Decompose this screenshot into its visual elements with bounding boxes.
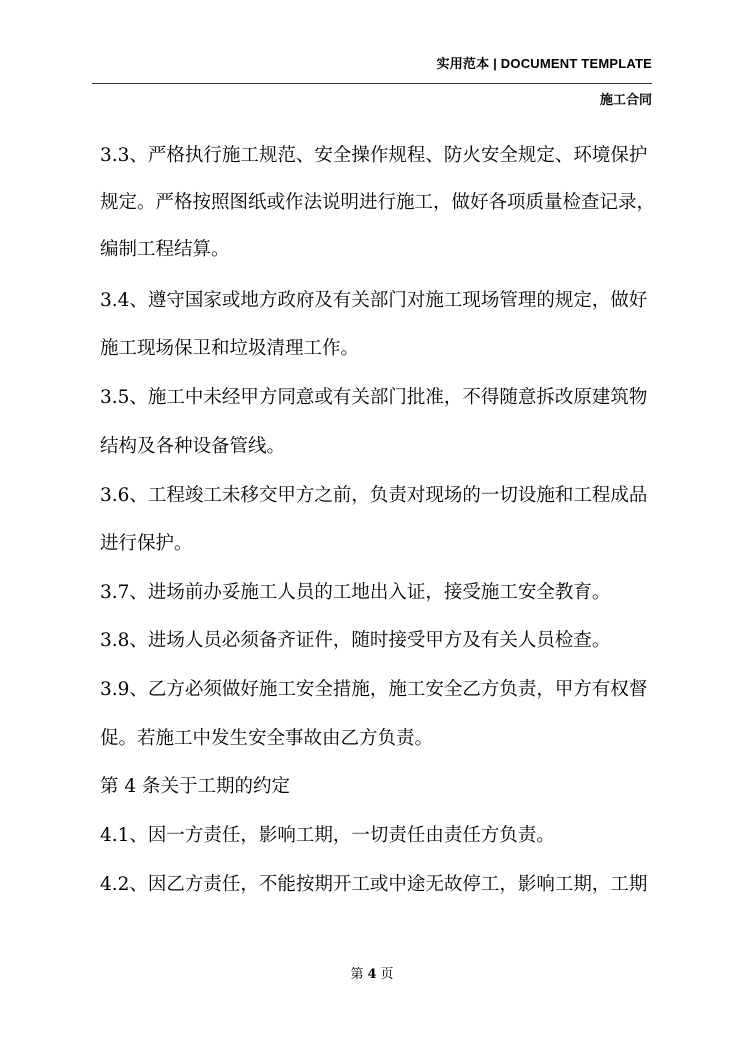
body-line: 4.1、因一方责任，影响工期，一切责任由责任方负责。: [100, 825, 555, 846]
body-line: 进行保护。: [100, 533, 193, 554]
body-line: 促。若施工中发生安全事故由乙方负责。: [100, 728, 434, 749]
body-line: 结构及各种设备管线。: [100, 436, 286, 457]
page-number: 4: [367, 967, 377, 982]
body-line: 规定。严格按照图纸或作法说明进行施工，做好各项质量检查记录，: [100, 192, 656, 213]
header-title: 实用范本 | DOCUMENT TEMPLATE: [436, 56, 652, 71]
footer-suffix: 页: [380, 967, 394, 982]
footer-prefix: 第: [350, 967, 364, 982]
body-line: 3.4、遵守国家或地方政府及有关部门对施工现场管理的规定，做好: [100, 290, 648, 311]
body-line: 3.7、进场前办妥施工人员的工地出入证，接受施工安全教育。: [100, 582, 611, 603]
body-line: 3.5、施工中未经甲方同意或有关部门批准，不得随意拆改原建筑物: [100, 387, 648, 408]
header-subtitle: 施工合同: [599, 92, 652, 107]
body-line: 3.8、进场人员必须备齐证件，随时接受甲方及有关人员检查。: [100, 630, 611, 651]
body-line: 4.2、因乙方责任，不能按期开工或中途无故停工，影响工期，工期: [100, 874, 648, 895]
body-line: 施工现场保卫和垃圾清理工作。: [100, 338, 360, 359]
section-heading: 第 4 条关于工期的约定: [100, 776, 291, 797]
body-line: 3.6、工程竣工未移交甲方之前，负责对现场的一切设施和工程成品: [100, 485, 648, 506]
page-footer: [0, 963, 744, 982]
body-line: 编制工程结算。: [100, 239, 230, 260]
body-line: 3.9、乙方必须做好施工安全措施，施工安全乙方负责，甲方有权督: [100, 679, 648, 700]
body-line: 3.3、严格执行施工规范、安全操作规程、防火安全规定、环境保护: [100, 145, 648, 166]
header-divider: [92, 83, 652, 84]
